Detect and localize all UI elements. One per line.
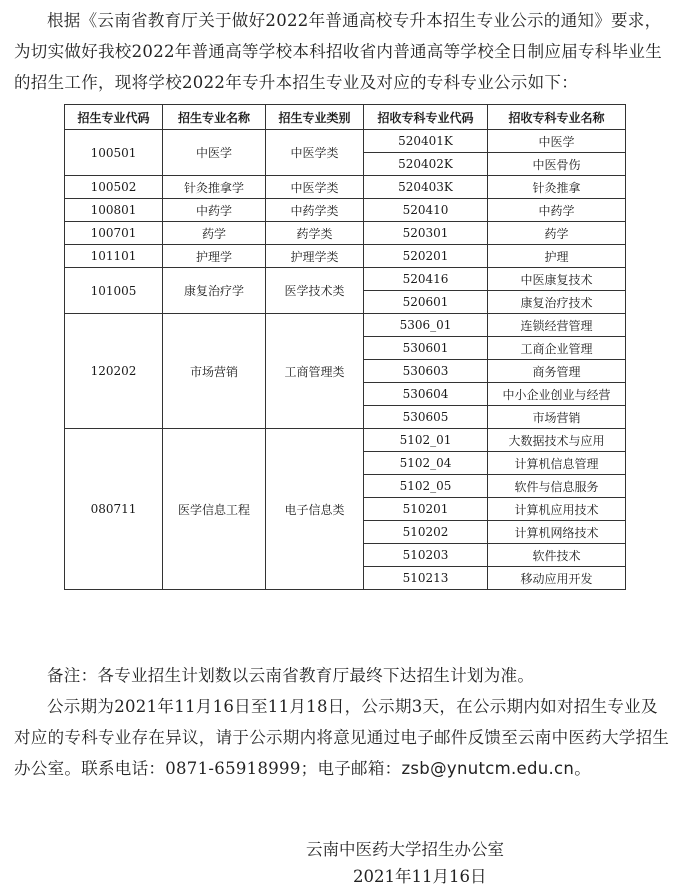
college-major-name-cell: 大数据技术与应用: [488, 429, 626, 452]
college-major-code-cell: 510202: [364, 521, 488, 544]
college-major-code-cell: 520201: [364, 245, 488, 268]
table-row: [65, 199, 626, 222]
header-major-code: 招生专业代码: [65, 105, 163, 130]
college-major-code-cell: 5102_05: [364, 475, 488, 498]
college-major-code-cell: 520416: [364, 268, 488, 291]
signature-org: 云南中医药大学招生办公室: [306, 840, 504, 859]
remark-text: 备注：各专业招生计划数以云南省教育厅最终下达招生计划为准。: [47, 666, 535, 685]
college-major-name-cell: 软件与信息服务: [488, 475, 626, 498]
major-name-cell: 康复治疗学: [163, 268, 266, 314]
major-category-cell: 电子信息类: [266, 429, 364, 590]
remark-paragraph: [14, 660, 670, 691]
college-major-code-cell: 520403K: [364, 176, 488, 199]
major-category-cell: 药学类: [266, 222, 364, 245]
college-major-code-cell: 510201: [364, 498, 488, 521]
major-category-cell: 护理学类: [266, 245, 364, 268]
intro-paragraph: [14, 0, 670, 98]
notes-section: [14, 660, 670, 784]
college-major-name-cell: 护理: [488, 245, 626, 268]
college-major-code-cell: 520410: [364, 199, 488, 222]
major-code-cell: 101101: [65, 245, 163, 268]
college-major-code-cell: 520601: [364, 291, 488, 314]
major-name-cell: 市场营销: [163, 314, 266, 429]
college-major-name-cell: 中小企业创业与经营: [488, 383, 626, 406]
college-major-name-cell: 计算机网络技术: [488, 521, 626, 544]
college-major-name-cell: 工商企业管理: [488, 337, 626, 360]
header-college-major-name: 招收专科专业名称: [488, 105, 626, 130]
college-major-name-cell: 市场营销: [488, 406, 626, 429]
major-category-cell: 中医学类: [266, 176, 364, 199]
signature-block: [306, 836, 606, 890]
college-major-name-cell: 计算机应用技术: [488, 498, 626, 521]
major-code-cell: 100701: [65, 222, 163, 245]
college-major-name-cell: 连锁经营管理: [488, 314, 626, 337]
table-row: [65, 222, 626, 245]
college-major-name-cell: 中药学: [488, 199, 626, 222]
table-row: [65, 429, 626, 452]
major-category-cell: 中药学类: [266, 199, 364, 222]
majors-table: [64, 104, 626, 590]
major-name-cell: 药学: [163, 222, 266, 245]
college-major-name-cell: 软件技术: [488, 544, 626, 567]
college-major-code-cell: 530604: [364, 383, 488, 406]
major-code-cell: 100502: [65, 176, 163, 199]
college-major-name-cell: 针灸推拿: [488, 176, 626, 199]
major-name-cell: 针灸推拿学: [163, 176, 266, 199]
college-major-code-cell: 510203: [364, 544, 488, 567]
college-major-code-cell: 5306_01: [364, 314, 488, 337]
header-major-name: 招生专业名称: [163, 105, 266, 130]
college-major-code-cell: 520401K: [364, 130, 488, 153]
college-major-name-cell: 计算机信息管理: [488, 452, 626, 475]
table-row: [65, 314, 626, 337]
college-major-name-cell: 中医康复技术: [488, 268, 626, 291]
college-major-name-cell: 移动应用开发: [488, 567, 626, 590]
major-category-cell: 医学技术类: [266, 268, 364, 314]
table-row: [65, 268, 626, 291]
major-code-cell: 080711: [65, 429, 163, 590]
major-category-cell: 工商管理类: [266, 314, 364, 429]
email-address[interactable]: zsb@ynutcm.edu.cn: [401, 759, 575, 778]
table-row: [65, 245, 626, 268]
college-major-name-cell: 中医骨伤: [488, 153, 626, 176]
major-name-cell: 护理学: [163, 245, 266, 268]
major-code-cell: 100501: [65, 130, 163, 176]
table-row: [65, 176, 626, 199]
table-row: [65, 130, 626, 153]
college-major-code-cell: 5102_04: [364, 452, 488, 475]
major-name-cell: 医学信息工程: [163, 429, 266, 590]
major-code-cell: 100801: [65, 199, 163, 222]
major-category-cell: 中医学类: [266, 130, 364, 176]
intro-text: 根据《云南省教育厅关于做好2022年普通高校专升本招生专业公示的通知》要求，为切实做好我校2022年普通高等学校本科招收省内普通高等学校全日制应届专科毕业生的招生工作，现将学校2022年专升本招生专业及对应的专科专业公示如下：: [14, 11, 662, 92]
college-major-code-cell: 520402K: [364, 153, 488, 176]
table-header-row: [65, 105, 626, 130]
college-major-code-cell: 520301: [364, 222, 488, 245]
college-major-code-cell: 5102_01: [364, 429, 488, 452]
signature-date: 2021年11月16日: [353, 867, 487, 886]
publicity-end: 。: [574, 759, 591, 778]
major-code-cell: 120202: [65, 314, 163, 429]
college-major-name-cell: 药学: [488, 222, 626, 245]
header-college-major-code: 招收专科专业代码: [364, 105, 488, 130]
major-name-cell: 中医学: [163, 130, 266, 176]
publicity-paragraph: [14, 691, 670, 784]
college-major-code-cell: 530601: [364, 337, 488, 360]
major-name-cell: 中药学: [163, 199, 266, 222]
college-major-name-cell: 商务管理: [488, 360, 626, 383]
college-major-code-cell: 530605: [364, 406, 488, 429]
header-major-category: 招生专业类别: [266, 105, 364, 130]
major-code-cell: 101005: [65, 268, 163, 314]
publicity-text: 公示期为2021年11月16日至11月18日，公示期3天，在公示期内如对招生专业及对应的专科专业存在异议，请于公示期内将意见通过电子邮件反馈至云南中医药大学招生办公室。联系电话：0871-65918999；电子邮箱：: [14, 697, 670, 778]
college-major-code-cell: 510213: [364, 567, 488, 590]
college-major-name-cell: 中医学: [488, 130, 626, 153]
college-major-code-cell: 530603: [364, 360, 488, 383]
college-major-name-cell: 康复治疗技术: [488, 291, 626, 314]
